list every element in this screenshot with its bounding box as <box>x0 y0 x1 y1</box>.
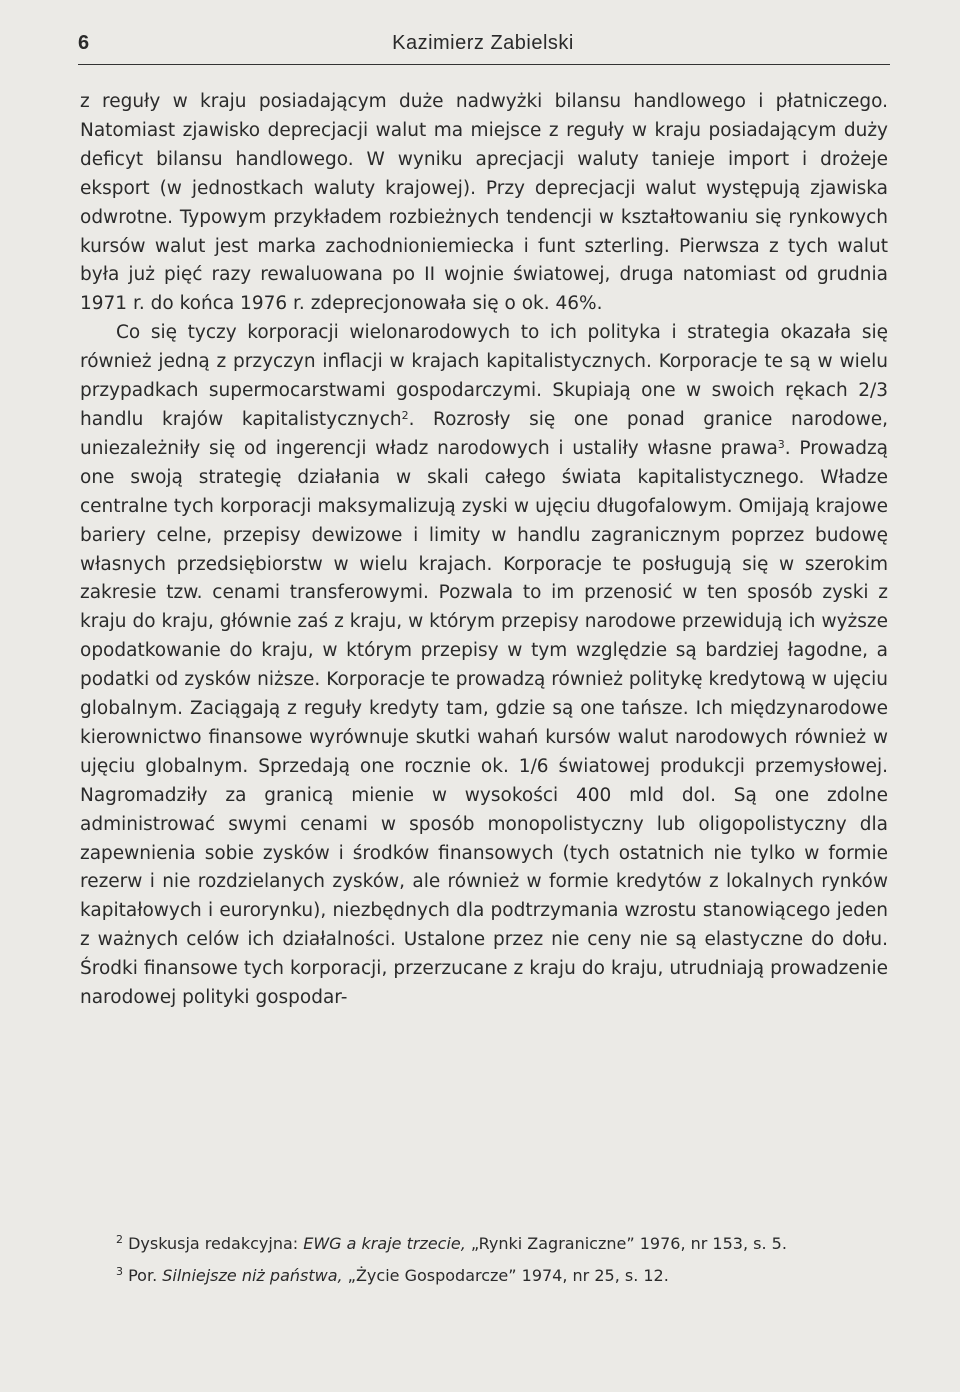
page-number: 6 <box>78 32 90 54</box>
page-header <box>78 30 888 60</box>
footnote-ref-3[interactable]: 3 <box>777 437 785 451</box>
footnote-2: $^2$ Dyskusja redakcyjna: EWG a kraje trzecie, „Rynki Zagraniczne” 1976, nr 153, s. 5. <box>116 1233 787 1253</box>
footnote-ref-2[interactable]: 2 <box>401 408 409 422</box>
body-text <box>80 88 888 1013</box>
footnote-3: $^3$ Por. Silniejsze niż państwa, „Życie Gospodarcze” 1974, nr 25, s. 12. <box>116 1265 669 1285</box>
running-head-author: Kazimierz Zabielski <box>392 32 574 54</box>
footnotes <box>80 1232 888 1296</box>
header-rule <box>78 64 890 65</box>
paragraph-2: Co się tyczy korporacji wielonarodowych to ich polityka i strategia okazała się również jedną z przyczyn inflacji w krajach kapitalistycznych. Korporacje te są w wielu przypadkach supermocarstwami gospodarczymi. Skupiają one w swoich rękach 2/3 handlu krajów kapitalistycznych$^2$. Rozrosły się one ponad granice narodowe, uniezależniły się od ingerencji władz narodowych i ustaliły własne prawa$^3$. Prowadzą one swoją strategię działania w skali całego świata kapitalistycznego. Władze centralne tych korporacji maksymalizują zyski w ujęciu długofalowym. Omijają krajowe bariery celne, przepisy dewizowe i limity w handlu zagranicznym poprzez budowę własnych przedsiębiorstw w wielu krajach. Korporacje te posługują się w szerokim zakresie tzw. cenami transferowymi. Pozwala to im przenosić w ten sposób zyski z kraju do kraju, głównie zaś z kraju, w którym przepisy narodowe przewidują ich wyższe opodatkowanie do kraju, w którym przepisy w tym względzie są bardziej łagodne, a podatki od zysków niższe. Korporacje te prowadzą również politykę kredytową w ujęciu globalnym. Zaciągają z reguły kredyty tam, gdzie są one tańsze. Ich międzynarodowe kierownictwo finansowe wyrównuje skutki wahań kursów walut narodowych również w ujęciu globalnym. Sprzedają one rocznie ok. 1/6 światowej produkcji przemysłowej. Nagromadziły za granicą mienie w wysokości 400 mld dol. Są one zdolne administrować swymi cenami w sposób monopolistyczny lub oligopolistyczny dla zapewnienia sobie zysków i środków finansowych (tych ostatnich nie tylko w formie rezerw i nie rozdzielanych zysków, ale również w formie kredytów z lokalnych rynków kapitałowych i eurorynku), niezbędnych dla podtrzymania wzrostu stanowiącego jeden z ważnych celów ich działalności. Ustalone przez nie ceny nie są elastyczne do dołu. Środki finansowe tych korporacji, przerzucane z kraju do kraju, utrudniają prowadzenie narodowej polityki gospodar- <box>80 322 889 1009</box>
paragraph-1: z reguły w kraju posiadającym duże nadwyżki bilansu handlowego i płatniczego. Natomiast zjawisko deprecjacji walut ma miejsce z reguły w kraju posiadającym duży deficyt bilansu handlowego. W wyniku aprecjacji waluty tanieje import i drożeje eksport (w jednostkach waluty krajowej). Przy deprecjacji walut występują zjawiska odwrotne. Typowym przykładem rozbieżnych tendencji w kształtowaniu się rynkowych kursów walut jest marka zachodnioniemiecka i funt szterling. Pierwsza z tych walut była już pięć razy rewaluowana po II wojnie światowej, druga natomiast od grudnia 1971 r. do końca 1976 r. zdeprecjonowała się o ok. 46%. <box>80 91 888 315</box>
